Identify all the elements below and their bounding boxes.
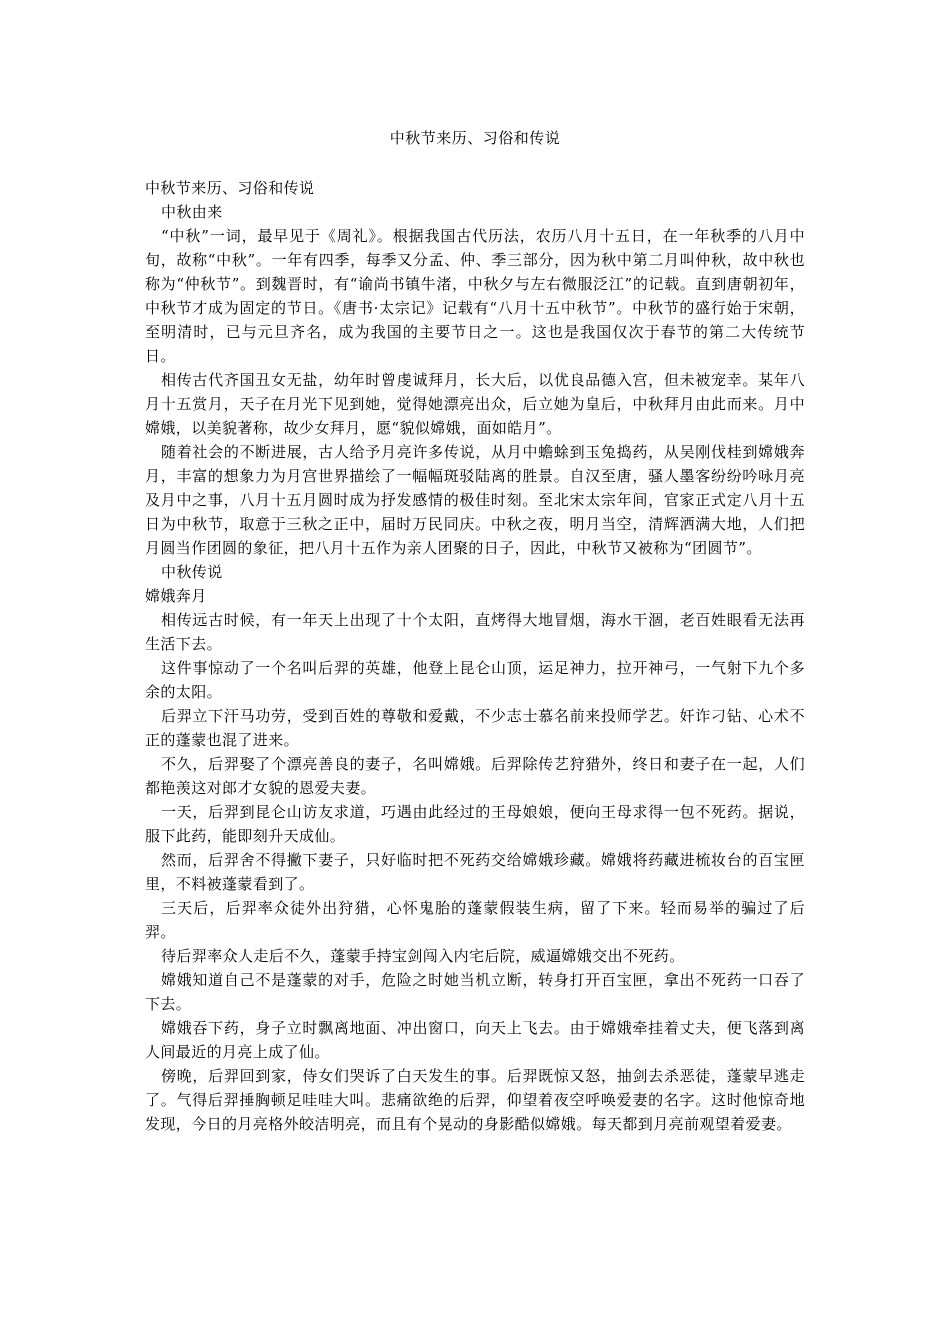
paragraph: 三天后，后羿率众徒外出狩猎，心怀鬼胎的蓬蒙假装生病，留了下来。轻而易举的骗过了后羿。 (145, 899, 805, 941)
paragraph: 嫦娥吞下药，身子立时飘离地面、冲出窗口，向天上飞去。由于嫦娥牵挂着丈夫，便飞落到离人间最近的月亮上成了仙。 (145, 1019, 805, 1061)
heading-repeat: 中秋节来历、习俗和传说 (145, 179, 315, 197)
paragraph: 后羿立下汗马功劳，受到百姓的尊敬和爱戴，不少志士慕名前来投师学艺。奸诈刁钻、心术不正的蓬蒙也混了进来。 (145, 707, 805, 749)
paragraph: 一天，后羿到昆仑山访友求道，巧遇由此经过的王母娘娘，便向王母求得一包不死药。据说，服下此药，能即刻升天成仙。 (145, 803, 805, 845)
paragraph: 待后羿率众人走后不久，蓬蒙手持宝剑闯入内宅后院，威逼嫦娥交出不死药。 (161, 947, 685, 965)
paragraph: 相传古代齐国丑女无盐，幼年时曾虔诚拜月，长大后，以优良品德入宫，但未被宠幸。某年八月十五赏月，天子在月光下见到她，觉得她漂亮出众，后立她为皇后，中秋拜月由此而来。月中嫦娥，以美貌著称，故少女拜月，愿“貌似嫦娥，面如皓月”。 (145, 371, 805, 437)
paragraph: 嫦娥知道自己不是蓬蒙的对手，危险之时她当机立断，转身打开百宝匣，拿出不死药一口吞了下去。 (145, 971, 805, 1013)
section-heading-origin: 中秋由来 (161, 203, 223, 221)
paragraph: 这件事惊动了一个名叫后羿的英雄，他登上昆仑山顶，运足神力，拉开神弓，一气射下九个多余的太阳。 (145, 659, 805, 701)
paragraph: “中秋”一词，最早见于《周礼》。根据我国古代历法，农历八月十五日，在一年秋季的八月中旬，故称“中秋”。一年有四季，每季又分孟、仲、季三部分，因为秋中第二月叫仲秋，故中秋也称为“仲秋节”。到魏晋时，有“谕尚书镇牛渚，中秋夕与左右微服泛江”的记载。直到唐朝初年，中秋节才成为固定的节日。《唐书·太宗记》记载有“八月十五中秋节”。中秋节的盛行始于宋朝，至明清时，已与元旦齐名，成为我国的主要节日之一。这也是我国仅次于春节的第二大传统节日。 (145, 227, 805, 365)
paragraph: 相传远古时候，有一年天上出现了十个太阳，直烤得大地冒烟，海水干涸，老百姓眼看无法再生活下去。 (145, 611, 805, 653)
paragraph: 傍晚，后羿回到家，侍女们哭诉了白天发生的事。后羿既惊又怒，抽剑去杀恶徒，蓬蒙早逃走了。气得后羿捶胸顿足哇哇大叫。悲痛欲绝的后羿，仰望着夜空呼唤爱妻的名字。这时他惊奇地发现，今日的月亮格外皎洁明亮，而且有个晃动的身影酷似嫦娥。每天都到月亮前观望着爱妻。 (145, 1067, 805, 1133)
paragraph: 随着社会的不断进展，古人给予月亮许多传说，从月中蟾蜍到玉兔捣药，从吴刚伐桂到嫦娥奔月，丰富的想象力为月宫世界描绘了一幅幅斑驳陆离的胜景。自汉至唐，骚人墨客纷纷吟咏月亮及月中之事，八月十五月圆时成为抒发感情的极佳时刻。至北宋太宗年间，官家正式定八月十五日为中秋节，取意于三秋之正中，届时万民同庆。中秋之夜，明月当空，清辉洒满大地，人们把月圆当作团圆的象征，把八月十五作为亲人团聚的日子，因此，中秋节又被称为“团圆节”。 (145, 443, 805, 557)
paragraph: 不久，后羿娶了个漂亮善良的妻子，名叫嫦娥。后羿除传艺狩猎外，终日和妻子在一起，人们都艳羡这对郎才女貌的恩爱夫妻。 (145, 755, 805, 797)
document-title: 中秋节来历、习俗和传说 (389, 129, 561, 147)
section-heading-legend: 中秋传说 (161, 563, 223, 581)
paragraph: 然而，后羿舍不得撇下妻子，只好临时把不死药交给嫦娥珍藏。嫦娥将药藏进梳妆台的百宝匣里，不料被蓬蒙看到了。 (145, 851, 805, 893)
subheading-change-e: 嫦娥奔月 (145, 587, 207, 605)
document-body (145, 176, 805, 1136)
